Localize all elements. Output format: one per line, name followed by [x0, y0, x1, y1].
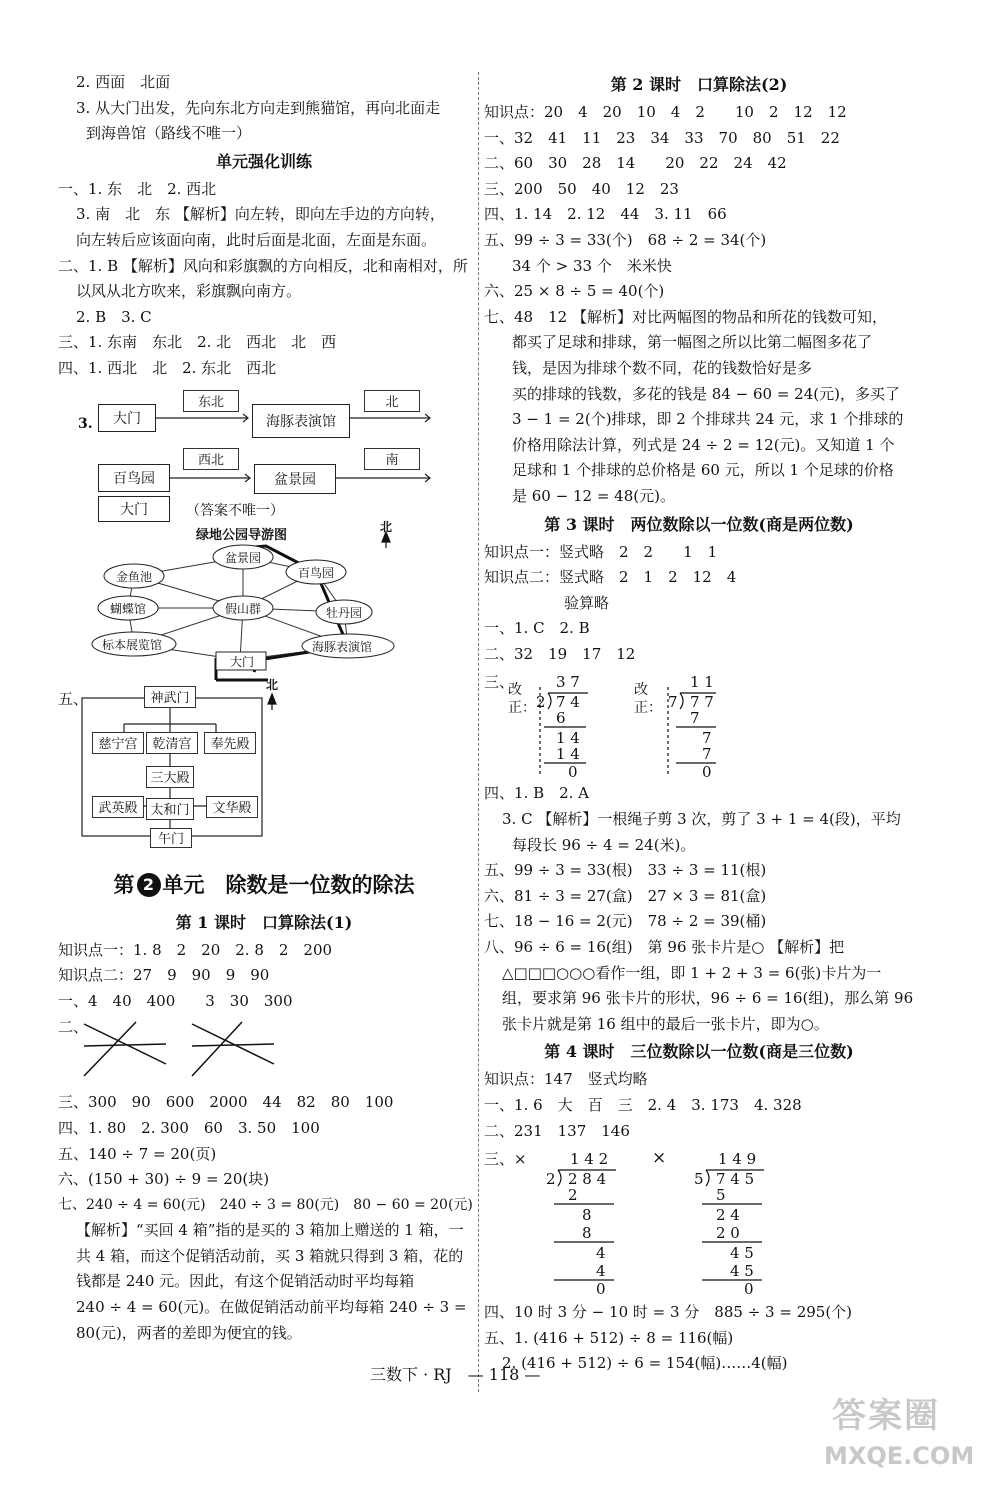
answer-line: 3. 从大门出发，先向东北方向走到熊猫馆，再向北面走	[76, 98, 441, 117]
question-number: 三、×	[484, 1150, 527, 1169]
node-bird-garden: 百鸟园	[98, 464, 170, 492]
answer-line: 组，要求第 96 张卡片的形状，96 ÷ 6 = 16(组)，那么第 96	[502, 989, 914, 1008]
answer-line: 五、140 ÷ 7 = 20(页)	[58, 1144, 217, 1163]
divisor: 7	[668, 693, 678, 712]
answer-line: 三、1. 东南 东北 2. 北 西北 北 西	[58, 333, 337, 352]
lesson-title: 第 2 课时 口算除法(2)	[610, 75, 788, 94]
answer-line: 五、99 ÷ 3 = 33(个) 68 ÷ 2 = 34(个)	[484, 230, 767, 249]
answer-line: 2. (416 + 512) ÷ 6 = 154(幅)……4(幅)	[502, 1354, 788, 1373]
matching-lines	[58, 1014, 470, 1090]
quotient: 1 4 2	[570, 1150, 609, 1169]
answer-line: 80(元)，两者的差即为便宜的钱。	[76, 1323, 302, 1342]
answer-line: 六、81 ÷ 3 = 27(盒) 27 × 3 = 81(盒)	[484, 886, 767, 905]
answer-line: 钱，是因为排球个数不同，花的钱数恰好是多	[512, 358, 813, 377]
node-bonsai-garden: 盆景园	[254, 464, 336, 494]
answer-line: 知识点一：1. 8 2 20 2. 8 2 200	[58, 940, 333, 959]
answer-line: 知识点一：竖式略 2 2 1 1	[484, 542, 718, 561]
answer-line: 三、200 50 40 12 23	[484, 179, 679, 198]
answer-line: 二、32 19 17 12	[484, 644, 636, 663]
answer-line: 四、1. 80 2. 300 60 3. 50 100	[58, 1118, 320, 1137]
answer-line: 七、18 − 16 = 2(元) 78 ÷ 2 = 39(桶)	[484, 912, 767, 931]
answer-line: 知识点二：27 9 90 9 90	[58, 966, 270, 985]
answer-line: 知识点：20 4 20 10 4 2 10 2 12 12	[484, 103, 847, 121]
right-column	[484, 70, 914, 1377]
correction-label: 改正：	[508, 682, 536, 717]
answer-line: 知识点二：竖式略 2 1 2 12 4	[484, 568, 737, 587]
answer-line: 2. B 3. C	[76, 307, 152, 326]
division-strokes	[484, 1144, 914, 1300]
correction-label: 改正：	[634, 682, 662, 717]
answer-line: 四、1. 西北 北 2. 东北 西北	[58, 358, 277, 377]
dividend: 7 4	[556, 693, 580, 712]
division-step: 4 5	[730, 1262, 754, 1281]
direction-box: 西北	[183, 448, 239, 470]
lesson-title: 第 4 课时 三位数除以一位数(商是三位数)	[544, 1042, 854, 1062]
answer-line: 240 ÷ 4 = 60(元)。在做促销活动前平均每箱 240 ÷ 3 =	[76, 1298, 467, 1317]
node-wu-gate: 午门	[150, 828, 192, 848]
route-diagram	[58, 382, 470, 522]
watermark-bottom: MXQE.COM	[824, 1442, 975, 1470]
node-wuying-hall: 武英殿	[92, 796, 144, 818]
divisor: 5	[694, 1170, 704, 1189]
north-label: 北	[266, 677, 279, 692]
dividend: 7 7	[690, 693, 714, 712]
park-map	[58, 519, 470, 684]
division-step: 7	[702, 729, 712, 748]
node-wenhua-hall: 文华殿	[206, 796, 258, 818]
node-label: 假山群	[225, 601, 262, 616]
answer-line: 八、96 ÷ 6 = 16(组) 第 96 张卡片是○ 【解析】把	[484, 938, 845, 957]
division-step: 0	[702, 763, 712, 782]
division-step: 1 4	[556, 745, 580, 764]
question-number: 二、	[58, 1018, 89, 1037]
unit-number-badge: 2	[137, 873, 161, 897]
division-step: 5	[716, 1186, 726, 1205]
palace-map	[58, 677, 470, 856]
division-step: 4 5	[730, 1244, 754, 1263]
quotient: 1 1	[690, 673, 714, 692]
answer-line: 3. C 【解析】一根绳子剪 3 次，剪了 3 + 1 = 4(段)，平均	[502, 810, 901, 829]
watermark-top: 答案圈	[832, 1396, 940, 1436]
answer-line: 知识点：147 竖式均略	[484, 1070, 648, 1089]
node-shenwu-gate: 神武门	[144, 686, 196, 708]
node-three-halls: 三大殿	[146, 766, 194, 788]
unit-suffix: 单元 除数是一位数的除法	[162, 872, 415, 897]
division-step: 1 4	[556, 729, 580, 748]
answer-line: 3 − 1 = 2(个)排球，即 2 个排球共 24 元，求 1 个排球的	[512, 410, 904, 429]
node-label: 牡丹园	[326, 605, 363, 620]
answer-line: 七、48 12 【解析】对比两幅图的物品和所花的钱数可知，	[484, 307, 887, 326]
answer-line: 以风从北方吹来，彩旗飘向南方。	[76, 282, 302, 301]
answer-line: 买的排球的钱数，多花的钱是 84 − 60 = 24(元)，多买了	[512, 384, 900, 403]
matching-figure	[58, 1014, 470, 1090]
column-divider	[478, 72, 479, 1392]
left-column	[58, 70, 473, 1346]
note: （答案不唯一）	[186, 502, 284, 519]
division-step: 0	[568, 763, 578, 782]
quotient: 1 4 9	[718, 1150, 757, 1169]
answer-line: 34 个 > 33 个 米米快	[512, 256, 672, 275]
answer-line: 一、1. C 2. B	[484, 619, 590, 638]
answer-line: 四、1. 14 2. 12 44 3. 11 66	[484, 205, 727, 224]
north-label: 北	[380, 519, 393, 534]
question-number: 3.	[78, 415, 93, 432]
direction-box: 东北	[183, 390, 239, 412]
division-step: 2 4	[716, 1206, 740, 1225]
divisor: 2	[546, 1170, 556, 1189]
direction-box: 北	[364, 390, 420, 412]
node-qianqing-palace: 乾清宫	[146, 732, 198, 754]
node-label: 蝴蝶馆	[110, 601, 147, 616]
answer-line: 二、1. B 【解析】风向和彩旗飘的方向相反，北和南相对，所	[58, 256, 468, 275]
answer-line: 二、231 137 146	[484, 1121, 630, 1140]
division-three-digit	[484, 1144, 914, 1300]
answer-line: 三、300 90 600 2000 44 82 80 100	[58, 1093, 394, 1112]
answer-line: 2. 西面 北面	[76, 73, 171, 91]
answer-line: 一、4 40 400 3 30 300	[58, 991, 293, 1010]
wrong-mark: ×	[652, 1148, 667, 1169]
answer-line: 六、(150 + 30) ÷ 9 = 20(块)	[58, 1170, 270, 1189]
answer-line: 共 4 箱，而这个促销活动前，买 3 箱就只得到 3 箱，花的	[76, 1246, 464, 1265]
divisor: 2	[536, 693, 546, 712]
answer-line: 3. 南 北 东 【解析】向左转，即向左手边的方向转，	[76, 205, 445, 224]
node-label: 金鱼池	[116, 569, 153, 584]
lesson-title: 第 3 课时 两位数除以一位数(商是两位数)	[544, 514, 854, 534]
division-step: 0	[596, 1280, 606, 1299]
division-step: 4	[596, 1244, 606, 1263]
node-fengxian-hall: 奉先殿	[204, 732, 256, 754]
unit-prefix: 第	[113, 872, 135, 897]
answer-line: 向左转后应该面向南，此时后面是北面，左面是东面。	[76, 230, 437, 249]
division-step: 8	[582, 1224, 592, 1243]
answer-line: 四、10 时 3 分 − 10 时 = 3 分 885 ÷ 3 = 295(个)	[484, 1303, 853, 1322]
answer-line: 二、60 30 28 14 20 22 24 42	[484, 154, 787, 173]
answer-line: 四、1. B 2. A	[484, 784, 590, 803]
node-label: 大门	[230, 654, 255, 669]
division-step: 2	[568, 1186, 578, 1205]
division-step: 2 0	[716, 1224, 740, 1243]
division-corrections	[484, 667, 914, 781]
answer-line: 【解析】“买回 4 箱”指的是买的 3 箱加上赠送的 1 箱，一	[76, 1221, 464, 1240]
node-taihe-gate: 太和门	[146, 798, 194, 820]
lesson-title: 第 1 课时 口算除法(1)	[175, 912, 353, 932]
division-step: 6	[556, 709, 566, 728]
quotient: 3 7	[556, 673, 580, 692]
dividend: 2 8 4	[568, 1170, 607, 1189]
answer-line: 一、1. 东 北 2. 西北	[58, 179, 217, 198]
answer-line: 五、1. (416 + 512) ÷ 8 = 116(幅)	[484, 1328, 734, 1347]
node-label: 海豚表演馆	[312, 639, 373, 654]
node-cining-palace: 慈宁宫	[92, 732, 144, 754]
node-label: 百鸟园	[298, 565, 335, 580]
map-title: 绿地公园导游图	[196, 527, 288, 543]
answer-line: 验算略	[564, 593, 610, 612]
node-dolphin-show: 海豚表演馆	[252, 404, 350, 438]
answer-line: 是 60 − 12 = 48(元)。	[512, 486, 675, 505]
section-title: 单元强化训练	[215, 151, 312, 171]
answer-line: 七、240 ÷ 4 = 60(元) 240 ÷ 3 = 80(元) 80 − 60 = 20(元)	[58, 1196, 473, 1213]
node-gate: 大门	[98, 496, 170, 522]
dividend: 7 4 5	[716, 1170, 755, 1189]
answer-line: 钱都是 240 元。因此，有这个促销活动时平均每箱	[76, 1272, 415, 1291]
watermark-logo	[820, 1388, 990, 1488]
node-label: 标本展览馆	[102, 637, 163, 652]
answer-line: 张卡片就是第 16 组中的最后一张卡片，即为○。	[502, 1014, 829, 1033]
answer-line: 价格用除法计算，列式是 24 ÷ 2 = 12(元)。又知道 1 个	[512, 435, 895, 454]
answer-line: 每段长 96 ÷ 4 = 24(米)。	[512, 835, 696, 854]
page-footer: 三数下 · RJ — 118 —	[370, 1365, 541, 1384]
direction-box: 南	[364, 448, 420, 470]
division-step: 7	[702, 745, 712, 764]
answer-line: 足球和 1 个排球的总价格是 60 元，所以 1 个足球的价格	[512, 461, 894, 480]
division-step: 8	[582, 1206, 592, 1225]
unit-title	[58, 862, 470, 908]
division-step: 4	[596, 1262, 606, 1281]
question-number: 三、	[484, 673, 515, 692]
answer-line: △□□□○○○看作一组，即 1 + 2 + 3 = 6(张)卡片为一	[502, 963, 882, 982]
answer-line: 六、25 × 8 ÷ 5 = 40(个)	[484, 282, 665, 301]
answer-line: 一、32 41 11 23 34 33 70 80 51 22	[484, 128, 840, 147]
node-label: 盆景园	[225, 550, 262, 565]
node-gate: 大门	[98, 404, 156, 432]
answer-line: 五、99 ÷ 3 = 33(根) 33 ÷ 3 = 11(根)	[484, 861, 767, 880]
palace-lines	[58, 684, 470, 856]
question-number: 五、	[58, 689, 89, 708]
answer-line: 一、1. 6 大 百 三 2. 4 3. 173 4. 328	[484, 1096, 802, 1114]
division-step: 7	[690, 709, 700, 728]
answer-line: 到海兽馆（路线不唯一）	[86, 124, 252, 143]
division-step: 0	[744, 1280, 754, 1299]
answer-line: 都买了足球和排球，第一幅图之所以比第二幅图多花了	[512, 333, 873, 352]
